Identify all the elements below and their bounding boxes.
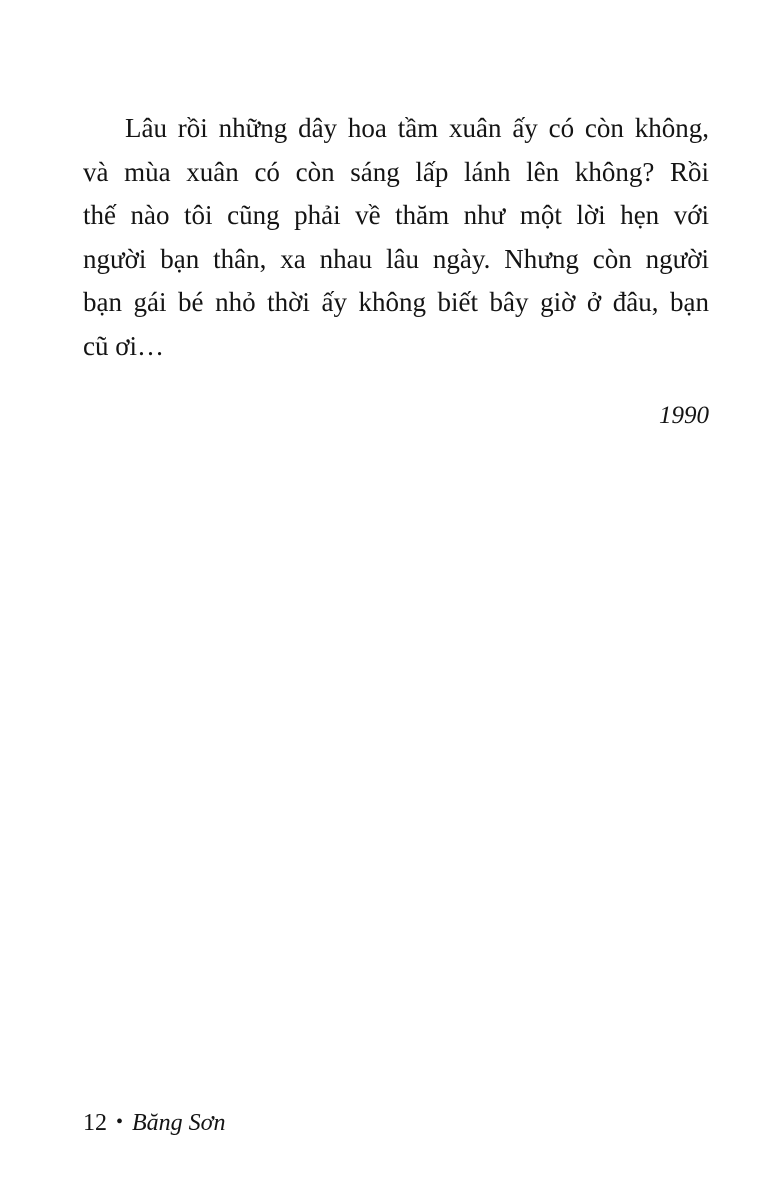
bullet-separator: • xyxy=(116,1111,124,1133)
body-paragraph xyxy=(83,107,709,368)
paragraph-line: bạn gái bé nhỏ thời ấy không biết bây giờ ở đâu, bạn xyxy=(83,287,709,317)
paragraph-line: người bạn thân, xa nhau lâu ngày. Nhưng còn người xyxy=(83,243,709,274)
paragraph-line: cũ ơi… xyxy=(83,330,165,361)
page-footer xyxy=(83,1106,225,1141)
author-name: Băng Sơn xyxy=(132,1110,226,1136)
paragraph-line: thế nào tôi cũng phải về thăm như một lời hẹn với xyxy=(83,200,709,230)
paragraph-line: Lâu rồi những dây hoa tầm xuân ấy có còn không, xyxy=(125,113,709,143)
date-signature: 1990 xyxy=(659,402,709,429)
page-number: 12 xyxy=(83,1110,107,1136)
paragraph-line: và mùa xuân có còn sáng lấp lánh lên không? Rồi xyxy=(83,156,709,187)
